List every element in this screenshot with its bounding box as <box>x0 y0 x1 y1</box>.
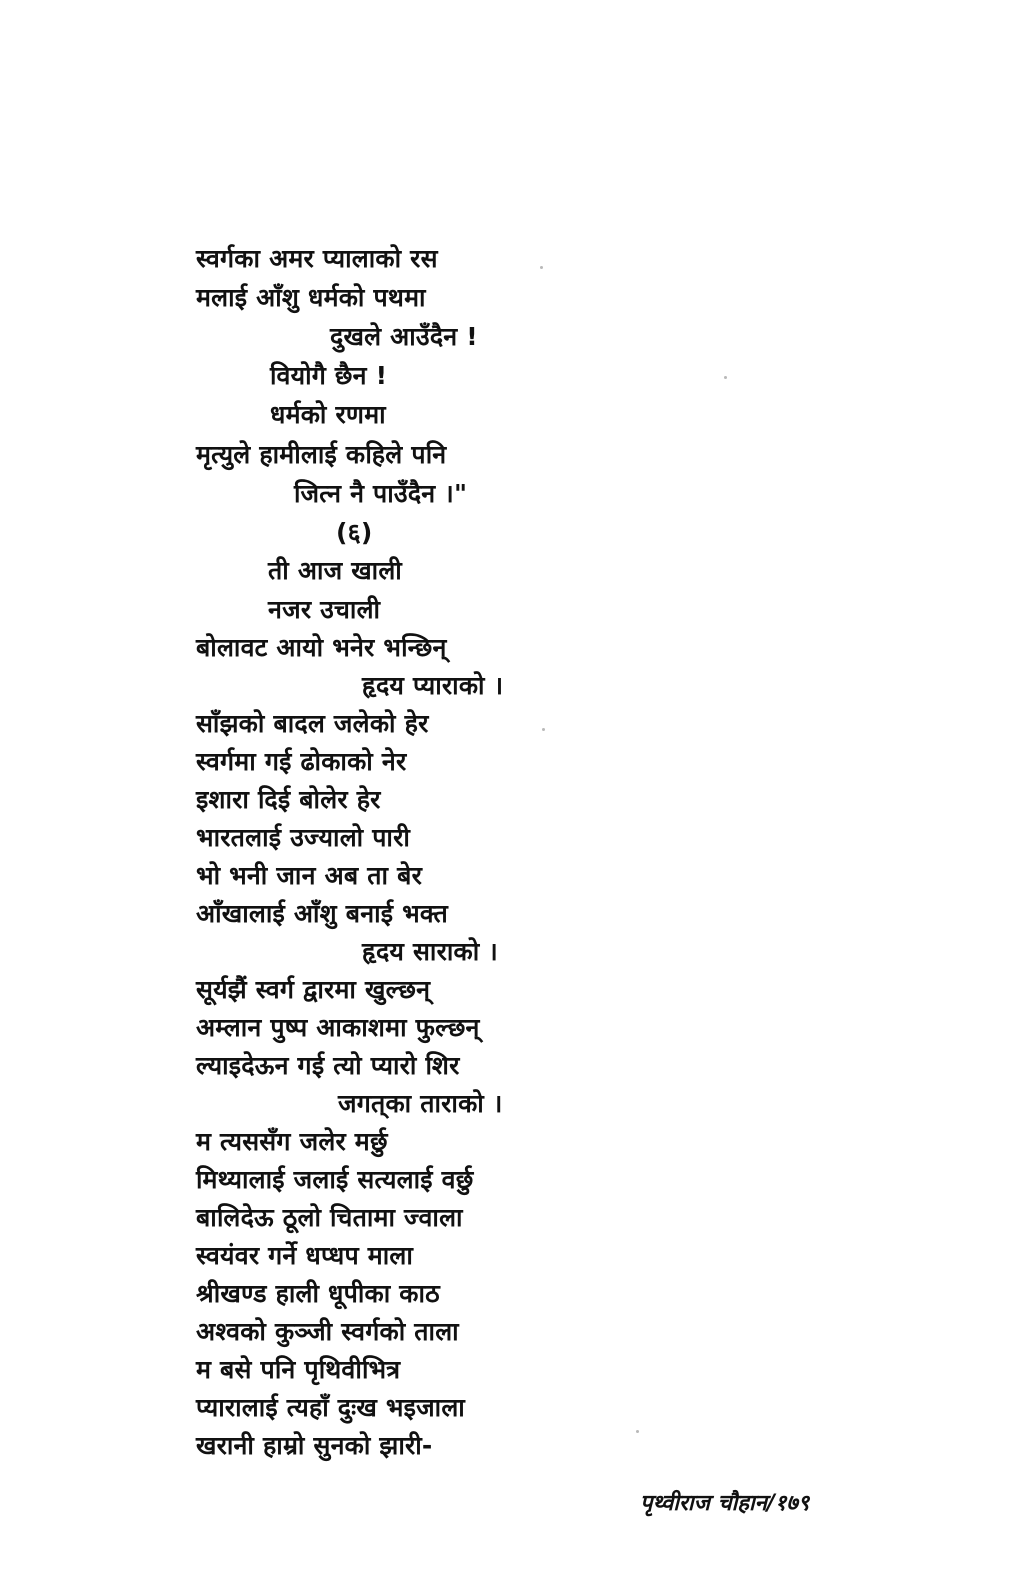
poem-line: आँखालाई आँशु बनाई भक्त <box>196 899 448 928</box>
poem-line: म त्यससँग जलेर मर्छु <box>196 1127 388 1156</box>
poem-line: श्रीखण्ड हाली धूपीका काठ <box>196 1279 440 1308</box>
poem-line: इशारा दिई बोलेर हेर <box>196 785 381 814</box>
poem-line: सूर्यझैं स्वर्ग द्वारमा खुल्छन् <box>196 975 431 1004</box>
poem-line: खरानी हाम्रो सुनको झारी- <box>196 1431 433 1460</box>
poem-line: भारतलाई उज्यालो पारी <box>196 823 411 852</box>
poem-line: हृदय प्याराको । <box>362 671 504 700</box>
page-footer: पृथ्वीराज चौहान/१७९ <box>640 1491 810 1516</box>
poem-line: म बसे पनि पृथिवीभित्र <box>196 1355 401 1384</box>
poem-line: अश्वको कुञ्जी स्वर्गको ताला <box>196 1317 459 1346</box>
poem-line: ती आज खाली <box>268 556 402 585</box>
poem-line: नजर उचाली <box>268 595 381 624</box>
poem-line: मिथ्यालाई जलाई सत्यलाई वर्छु <box>196 1165 474 1194</box>
poem-line: ल्याइदेऊन गई त्यो प्यारो शिर <box>196 1051 460 1080</box>
poem-line: मृत्युले हामीलाई कहिले पनि <box>196 440 447 469</box>
poem-line: बोलावट आयो भनेर भन्छिन् <box>196 633 447 662</box>
poem-line: स्वर्गमा गई ढोकाको नेर <box>196 747 407 776</box>
poem-line: साँझको बादल जलेको हेर <box>196 709 429 738</box>
poem-line: भो भनी जान अब ता बेर <box>196 861 422 890</box>
scan-speck <box>724 376 727 379</box>
scan-speck <box>542 728 545 731</box>
poem-line: स्वयंवर गर्ने धप्धप माला <box>196 1241 414 1270</box>
poem-line: जगत्‌का ताराको । <box>338 1089 503 1118</box>
poem-line: दुखले आउँदैन ! <box>330 322 478 351</box>
poem-line: अम्लान पुष्प आकाशमा फुल्छन् <box>196 1013 480 1042</box>
scan-speck <box>540 266 543 269</box>
poem-line: वियोगै छैन ! <box>270 361 388 390</box>
poem-line: हृदय साराको । <box>362 937 498 966</box>
poem-line: स्वर्गका अमर प्यालाको रस <box>196 244 438 273</box>
poem-line: जित्न नै पाउँदैन ।" <box>294 479 468 508</box>
poem-line: धर्मको रणमा <box>270 400 386 429</box>
section-number: (६) <box>336 518 373 547</box>
scan-speck <box>636 1430 639 1433</box>
poem-line: बालिदेऊ ठूलो चितामा ज्वाला <box>196 1203 463 1232</box>
poem-line: प्यारालाई त्यहाँ दुःख भइजाला <box>196 1393 465 1422</box>
poem-line: मलाई आँशु धर्मको पथमा <box>196 283 426 312</box>
